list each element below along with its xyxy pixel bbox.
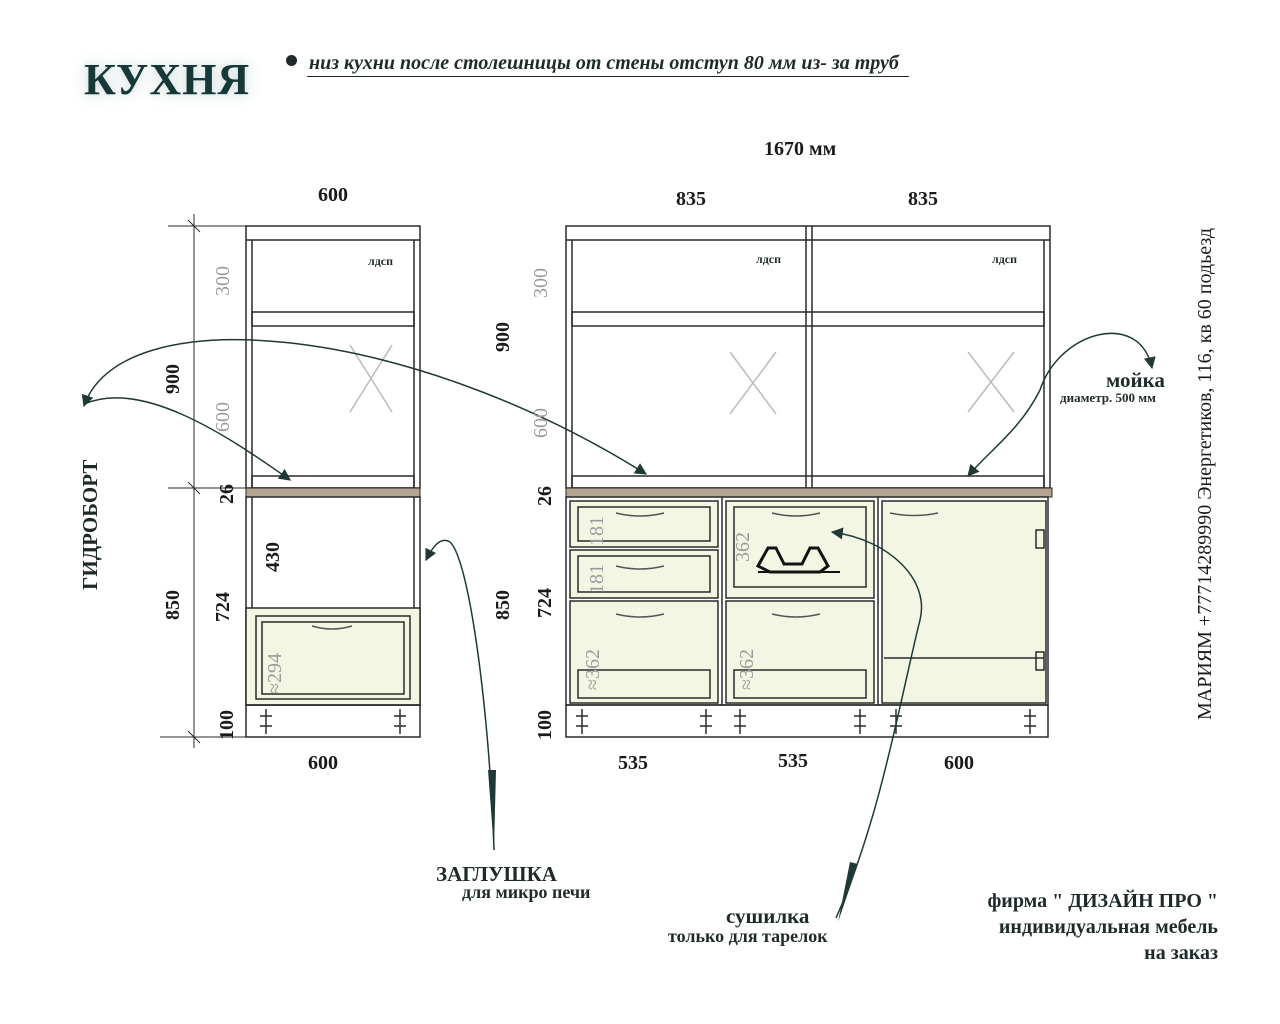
dim-right-900: 900 xyxy=(492,322,514,352)
dim-bottom-w2: 535 xyxy=(778,750,808,772)
dim-181-b: 181 xyxy=(586,564,608,594)
label-sushilka: сушилка xyxy=(726,904,810,928)
dim-left-300: 300 xyxy=(212,266,234,296)
dim-right-300: 300 xyxy=(530,268,552,298)
dim-362-c: ≈362 xyxy=(736,649,758,690)
zaglushka-arrow xyxy=(426,540,494,850)
dim-upper-w1: 835 xyxy=(676,188,706,210)
label-gidrobort: ГИДРОБОРТ xyxy=(78,459,102,590)
sushilka-arrowhead xyxy=(838,862,858,922)
firm-line-2: индивидуальная мебель xyxy=(998,916,1218,938)
zaglushka-arrowhead xyxy=(488,770,496,850)
dim-total-width: 1670 мм xyxy=(764,138,837,160)
dim-left-850: 850 xyxy=(162,590,184,620)
dim-left-26: 26 xyxy=(216,484,238,504)
label-zaglushka-sub: для микро печи xyxy=(462,882,591,902)
bullet-icon xyxy=(286,55,297,66)
gidrobort-arrow-left xyxy=(84,398,290,480)
right-upper-cabinets xyxy=(566,226,1050,488)
dim-right-600: 600 xyxy=(530,408,552,438)
firm-line-3: на заказ xyxy=(1144,942,1218,964)
dim-left-600: 600 xyxy=(212,402,234,432)
firm-line-1: фирма " ДИЗАЙН ПРО " xyxy=(987,890,1218,912)
contact-info: МАРИЯМ +77714289990 Энергетиков, 116, кв 60 подьезд xyxy=(1194,227,1216,720)
left-countertop xyxy=(246,488,420,497)
material-label: лдсп xyxy=(992,252,1018,266)
left-plinth-legs xyxy=(260,709,406,734)
dim-left-430: 430 xyxy=(262,542,284,572)
dim-right-26: 26 xyxy=(534,486,556,506)
dim-left-294: ≈294 xyxy=(264,653,286,694)
dim-bottom-w3: 600 xyxy=(944,752,974,774)
label-moika: мойка xyxy=(1106,368,1165,392)
dim-right-100: 100 xyxy=(534,710,556,740)
right-base-cabinets xyxy=(566,497,1048,705)
dim-bottom-w1: 535 xyxy=(618,752,648,774)
right-plinth-legs xyxy=(576,709,1036,734)
label-sushilka-sub: только для тарелок xyxy=(668,926,828,946)
right-countertop xyxy=(566,488,1052,497)
dim-181-a: 181 xyxy=(586,516,608,546)
right-plinth xyxy=(566,705,1048,737)
dim-left-100: 100 xyxy=(216,710,238,740)
label-zaglushka: ЗАГЛУШКА xyxy=(436,862,557,886)
left-base-cabinet xyxy=(246,497,420,737)
dim-upper-w2: 835 xyxy=(908,188,938,210)
dim-left-top-width: 600 xyxy=(318,184,348,206)
dim-left-724: 724 xyxy=(212,592,234,622)
dim-right-724: 724 xyxy=(534,588,556,618)
label-moika-sub: диаметр. 500 мм xyxy=(1060,390,1156,405)
firm-block xyxy=(987,888,1218,966)
top-note: низ кухни после столешницы от стены отступ 80 мм из- за труб xyxy=(286,52,909,75)
dim-right-850: 850 xyxy=(492,590,514,620)
left-upper-cabinet xyxy=(246,226,420,488)
dim-362-b: ≈362 xyxy=(582,649,604,690)
material-label: лдсп xyxy=(368,254,394,268)
dim-left-bottom-width: 600 xyxy=(308,752,338,774)
dim-left-900: 900 xyxy=(162,364,184,394)
gidrobort-arrow-right xyxy=(84,340,646,474)
material-label: лдсп xyxy=(756,252,782,266)
dim-362-a: 362 xyxy=(732,532,754,562)
page-title: КУХНЯ xyxy=(84,55,251,104)
